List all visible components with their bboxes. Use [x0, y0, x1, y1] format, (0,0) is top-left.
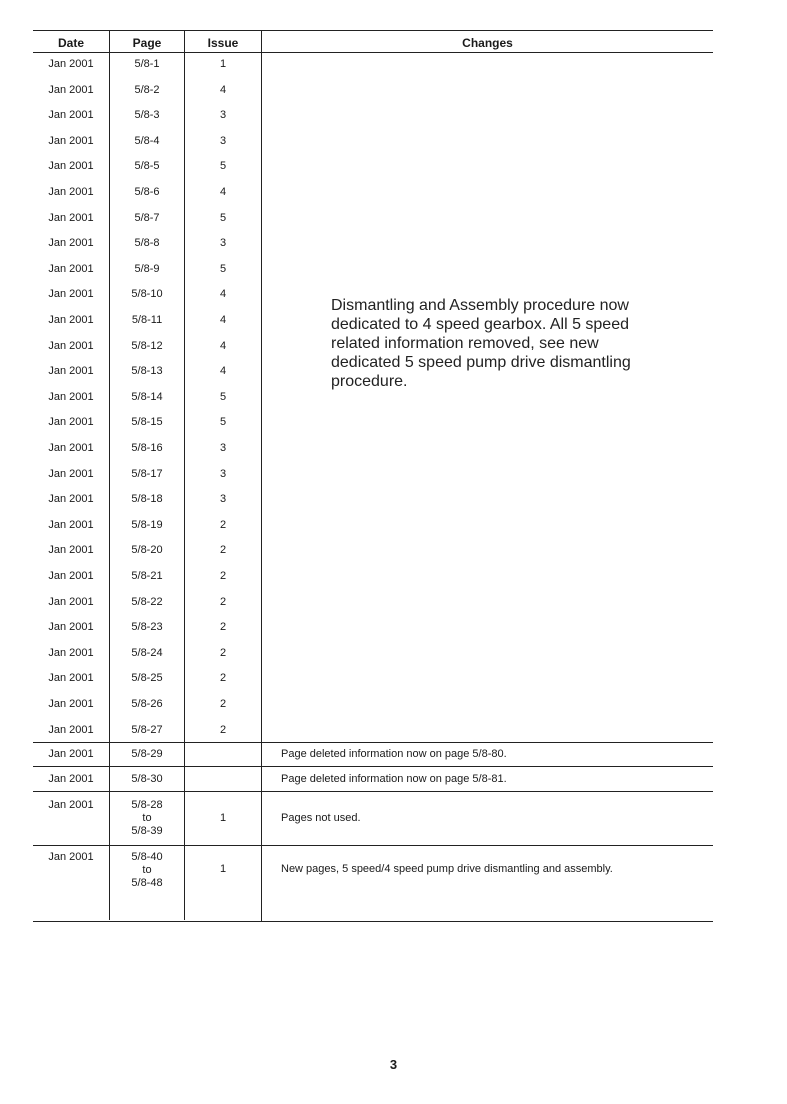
row-change: New pages, 5 speed/4 speed pump drive dismantling and assembly.: [281, 863, 613, 875]
row-date: Jan 2001: [48, 442, 94, 454]
row-date: Jan 2001: [48, 468, 94, 480]
row-page: 5/8-8: [134, 237, 160, 249]
row-page: 5/8-17: [131, 468, 163, 480]
row-page: 5/8-13: [131, 365, 163, 377]
row-issue: 3: [219, 493, 227, 505]
row-rule: [33, 766, 713, 767]
row-page-to: 5/8-48: [131, 877, 163, 889]
row-page: 5/8-1: [134, 58, 160, 70]
row-issue: 2: [219, 672, 227, 684]
row-page: 5/8-18: [131, 493, 163, 505]
header-issue: Issue: [207, 36, 239, 50]
row-issue: 4: [219, 288, 227, 300]
row-issue: 5: [219, 416, 227, 428]
row-rule: [33, 742, 713, 743]
row-page: 5/8-9: [134, 263, 160, 275]
row-page: 5/8-5: [134, 160, 160, 172]
row-page: 5/8-7: [134, 212, 160, 224]
row-page: 5/8-2: [134, 84, 160, 96]
column-divider: [261, 30, 262, 922]
row-date: Jan 2001: [48, 724, 94, 736]
row-date: Jan 2001: [48, 621, 94, 633]
row-issue: 5: [219, 391, 227, 403]
row-date: Jan 2001: [48, 391, 94, 403]
row-issue: 5: [219, 160, 227, 172]
row-page: 5/8-12: [131, 340, 163, 352]
row-page-to-word: to: [142, 864, 152, 876]
row-page: 5/8-27: [131, 724, 163, 736]
row-page-to-word: to: [142, 812, 152, 824]
row-change: Page deleted information now on page 5/8-80.: [281, 748, 507, 760]
row-page-from: 5/8-40: [131, 851, 163, 863]
row-issue: 2: [219, 544, 227, 556]
row-date: Jan 2001: [48, 799, 94, 811]
row-page: 5/8-25: [131, 672, 163, 684]
row-issue: 3: [219, 468, 227, 480]
row-page: 5/8-23: [131, 621, 163, 633]
row-date: Jan 2001: [48, 84, 94, 96]
row-issue: 3: [219, 442, 227, 454]
row-page: 5/8-4: [134, 135, 160, 147]
row-page: 5/8-29: [131, 748, 163, 760]
row-issue: 2: [219, 647, 227, 659]
row-issue: 1: [219, 58, 227, 70]
row-date: Jan 2001: [48, 773, 94, 785]
row-date: Jan 2001: [48, 237, 94, 249]
row-date: Jan 2001: [48, 186, 94, 198]
row-page: 5/8-6: [134, 186, 160, 198]
row-issue: 4: [219, 314, 227, 326]
row-date: Jan 2001: [48, 288, 94, 300]
row-issue: 2: [219, 570, 227, 582]
row-date: Jan 2001: [48, 519, 94, 531]
revision-table: [33, 30, 713, 922]
page-number: 3: [389, 1057, 398, 1072]
row-date: Jan 2001: [48, 570, 94, 582]
row-issue: 5: [219, 212, 227, 224]
row-page: 5/8-19: [131, 519, 163, 531]
row-page: 5/8-24: [131, 647, 163, 659]
row-page: 5/8-11: [131, 314, 163, 326]
row-issue: 2: [219, 519, 227, 531]
row-page: 5/8-3: [134, 109, 160, 121]
row-date: Jan 2001: [48, 493, 94, 505]
row-date: Jan 2001: [48, 263, 94, 275]
row-date: Jan 2001: [48, 212, 94, 224]
row-page: 5/8-30: [131, 773, 163, 785]
row-issue: 3: [219, 135, 227, 147]
row-page: 5/8-26: [131, 698, 163, 710]
row-change: Pages not used.: [281, 812, 361, 824]
row-page: 5/8-10: [131, 288, 163, 300]
header-page: Page: [132, 36, 162, 50]
row-issue: 4: [219, 186, 227, 198]
row-change: Page deleted information now on page 5/8-81.: [281, 773, 507, 785]
row-issue: 5: [219, 263, 227, 275]
row-date: Jan 2001: [48, 135, 94, 147]
row-page: 5/8-14: [131, 391, 163, 403]
row-issue: 4: [219, 365, 227, 377]
header-bottom-rule: [33, 52, 713, 53]
row-rule: [33, 791, 713, 792]
row-issue: 2: [219, 698, 227, 710]
header-changes: Changes: [462, 36, 513, 50]
row-page: 5/8-20: [131, 544, 163, 556]
row-issue: 2: [219, 621, 227, 633]
row-date: Jan 2001: [48, 672, 94, 684]
row-rule: [33, 845, 713, 846]
row-page-from: 5/8-28: [131, 799, 163, 811]
row-date: Jan 2001: [48, 851, 94, 863]
row-date: Jan 2001: [48, 109, 94, 121]
row-issue: 3: [219, 237, 227, 249]
row-date: Jan 2001: [48, 596, 94, 608]
row-date: Jan 2001: [48, 314, 94, 326]
row-issue: 1: [219, 863, 227, 875]
row-issue: 2: [219, 724, 227, 736]
row-date: Jan 2001: [48, 647, 94, 659]
row-issue: 3: [219, 109, 227, 121]
row-date: Jan 2001: [48, 365, 94, 377]
main-change-description: Dismantling and Assembly procedure now dedicated to 4 speed gearbox. All 5 speed related information removed, see new dedicated 5 speed pump drive dismantling procedure.: [331, 297, 631, 390]
row-date: Jan 2001: [48, 160, 94, 172]
row-issue: 1: [219, 812, 227, 824]
row-issue: 4: [219, 84, 227, 96]
row-issue: 4: [219, 340, 227, 352]
row-issue: 2: [219, 596, 227, 608]
row-date: Jan 2001: [48, 416, 94, 428]
row-page: 5/8-15: [131, 416, 163, 428]
row-date: Jan 2001: [48, 698, 94, 710]
row-date: Jan 2001: [48, 544, 94, 556]
table-bottom-rule: [33, 921, 713, 922]
row-page: 5/8-22: [131, 596, 163, 608]
header-date: Date: [57, 36, 84, 50]
row-date: Jan 2001: [48, 58, 94, 70]
row-page-to: 5/8-39: [131, 825, 163, 837]
row-page: 5/8-21: [131, 570, 163, 582]
table-top-rule: [33, 30, 713, 31]
row-page: 5/8-16: [131, 442, 163, 454]
row-date: Jan 2001: [48, 748, 94, 760]
row-date: Jan 2001: [48, 340, 94, 352]
